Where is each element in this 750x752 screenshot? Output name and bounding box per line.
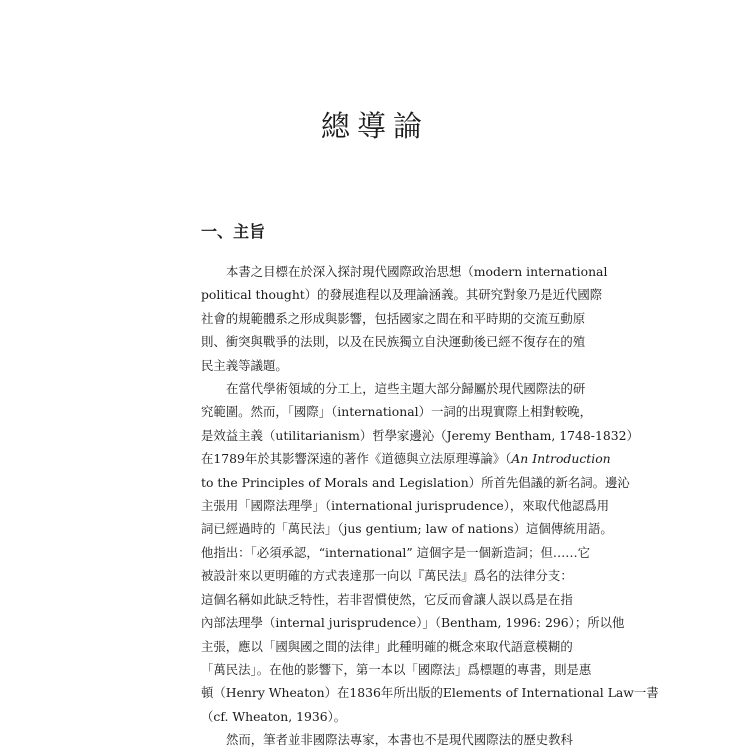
chapter-title: 總導論 <box>320 109 429 143</box>
text-line: 在當代學術領域的分工上，這些主題大部分歸屬於現代國際法的研 <box>226 381 586 397</box>
text-line: 這個名稱如此缺乏特性，若非習慣使然，它反而會讓人誤以爲是在指 <box>201 591 573 607</box>
text-line: 究範圍。然而，「國際」（international）一詞的出現實際上相對較晚， <box>201 404 593 420</box>
text-line: political thought）的發展進程以及理論涵義。其研究對象乃是近代國際 <box>201 287 603 303</box>
text-line: 則、衝突與戰爭的法則，以及在民族獨立自決運動後已經不復存在的殖 <box>201 334 586 350</box>
text-line: 他指出：「必須承認，“international” 這個字是一個新造詞；但……它 <box>201 544 591 560</box>
text-line: 是效益主義（utilitarianism）哲學家邊沁（Jeremy Bentham, 1748-1832） <box>201 427 639 443</box>
paragraph-1 <box>201 260 608 377</box>
text-line: to the Principles of Morals and Legislation）所首先倡議的新名詞。邊沁 <box>201 474 630 490</box>
paragraph-3 <box>201 728 573 751</box>
text-line: 主張，應以「國與國之間的法律」此種明確的概念來取代語意模糊的 <box>201 638 573 654</box>
text-line: 民主義等議題。 <box>201 357 288 373</box>
text-line: 頓（Henry Wheaton）在1836年所出版的Elements of International Law一書 <box>201 685 659 701</box>
text-line: 「萬民法」。在他的影響下，第一本以「國際法」爲標題的專書，則是惠 <box>201 661 592 677</box>
section-heading: 一、主旨 <box>201 222 266 241</box>
text-line: 在1789年於其影響深遠的著作《道德與立法原理導論》（An Introduction <box>201 451 611 467</box>
paragraph-2 <box>201 377 659 728</box>
text-line: （cf. Wheaton, 1936）。 <box>201 708 347 724</box>
text-line: 社會的規範體系之形成與影響，包括國家之間在和平時期的交流互動原 <box>201 310 586 326</box>
text-line: 內部法理學（internal jurisprudence）」（Bentham, 1996: 296）；所以他 <box>201 615 625 631</box>
text-line: 被設計來以更明確的方式表達那一向以『萬民法』爲名的法律分支： <box>201 568 573 584</box>
text-line: 主張用「國際法理學」（international jurisprudence），來取代他認爲用 <box>201 498 610 514</box>
body-text <box>201 260 659 752</box>
text-line: 詞已經過時的「萬民法」（jus gentium; law of nations）這個傳統用語。 <box>201 521 613 537</box>
text-line: 然而，筆者並非國際法專家，本書也不是現代國際法的歷史教科 <box>226 732 573 748</box>
text-line: 本書之目標在於深入探討現代國際政治思想（modern international <box>226 264 608 279</box>
